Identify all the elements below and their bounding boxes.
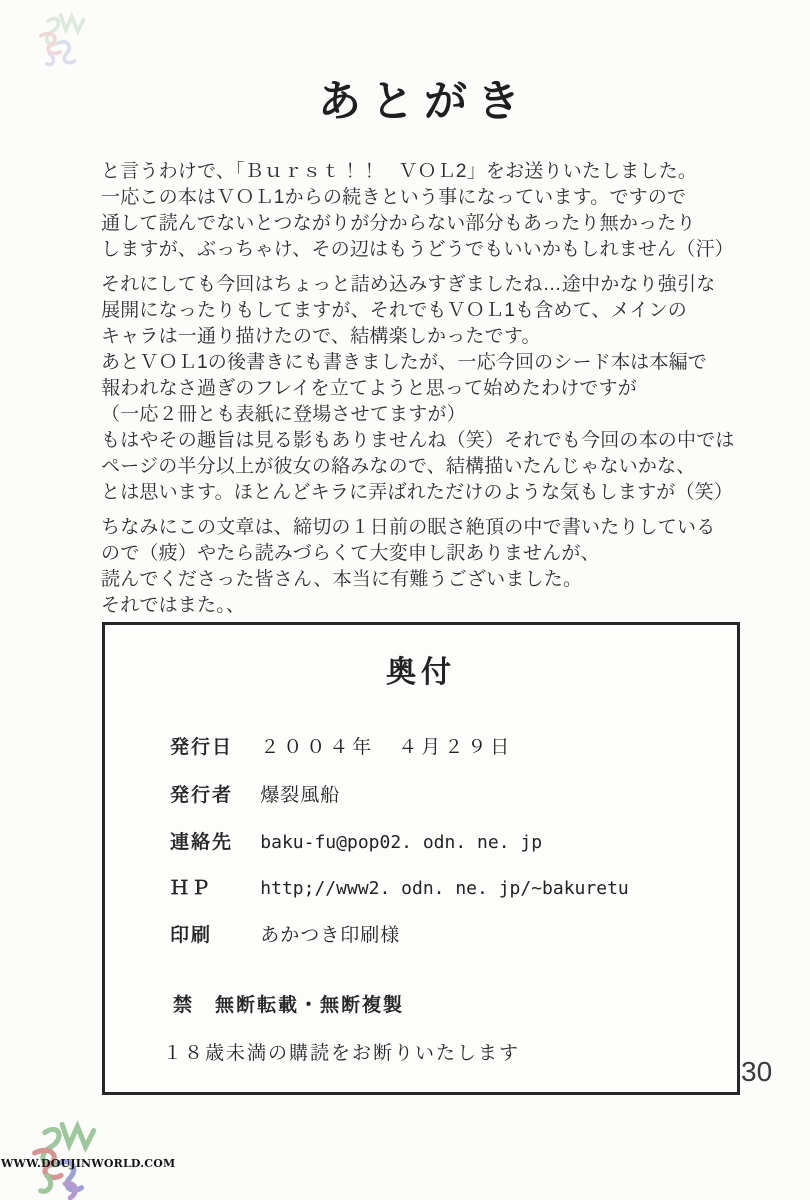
colophon-label: 連絡先 — [170, 832, 234, 853]
colophon-label: 印刷 — [170, 925, 213, 946]
colophon-notice-no-reproduction: 禁 無断転載・無断複製 — [173, 995, 405, 1016]
text-line: もはやその趣旨は見る影もありませんね（笑）それでも今回の本の中では — [101, 430, 735, 451]
afterword-paragraph — [101, 272, 761, 506]
colophon-value-url: http;//www2. odn. ne. jp/~bakuretu — [260, 878, 629, 899]
text-line: それではまた。、 — [101, 595, 246, 616]
colophon-row-publisher — [170, 780, 340, 807]
afterword-paragraph — [101, 515, 761, 619]
text-line: 一応この本はＶＯＬ1からの続きという事になっています。ですので — [101, 187, 687, 208]
text-line: 通して読んでないとつながりが分からない部分もあったり無かったり — [101, 213, 696, 234]
text-line: ページの半分以上が彼女の絡みなので、結構描いたんじゃないかな、 — [101, 456, 696, 477]
colophon-value: あかつき印刷様 — [260, 925, 401, 946]
doujinworld-logo-icon — [20, 0, 94, 70]
text-line: しますが、ぶっちゃけ、その辺はもうどうでもいいかもしれません（汗） — [101, 239, 734, 260]
page-number: 30 — [741, 1056, 773, 1087]
watermark-url: WWW.DOUJINWORLD.COM — [1, 1157, 176, 1170]
colophon-value: ２００４年 ４月２９日 — [260, 737, 514, 758]
colophon-row-homepage — [170, 873, 629, 900]
colophon-value-email: baku-fu@pop02. odn. ne. jp — [260, 832, 543, 853]
text-line: ちなみにこの文章は、締切の１日前の眠さ絶頂の中で書いたりしている — [101, 517, 716, 538]
colophon-row-contact — [170, 827, 542, 854]
colophon-label: 発行者 — [170, 785, 234, 806]
text-line: ので（疲）やたら読みづらくて大変申し訳ありませんが、 — [101, 543, 600, 564]
colophon-notice-age-restriction: １８歳未満の購読をお断りいたします — [163, 1043, 521, 1064]
text-line: キャラは一通り描けたので、結構楽しかったです。 — [101, 326, 541, 347]
colophon-value: 爆裂風船 — [260, 785, 341, 806]
text-line: それにしても今回はちょっと詰め込みすぎましたね…途中かなり強引な — [101, 274, 716, 295]
colophon-row-printer — [170, 920, 400, 947]
text-line: あとＶＯＬ1の後書きにも書きましたが、一応今回のシード本は本編で — [101, 352, 707, 373]
text-line: （一応２冊とも表紙に登場させてますが） — [101, 404, 466, 425]
text-line: 展開になったりもしてますが、それでもＶＯＬ1も含めて、メインの — [101, 300, 688, 321]
page-title: あとがき — [318, 78, 530, 126]
doujinworld-logo-icon — [6, 1104, 108, 1200]
colophon-row-publish-date — [170, 732, 513, 759]
text-line: 読んでくださった皆さん、本当に有難うございました。 — [101, 569, 583, 590]
afterword-paragraph — [101, 159, 761, 263]
colophon-label: 発行日 — [170, 737, 234, 758]
text-line: とは思います。ほとんどキラに弄ばれただけのような気もしますが（笑） — [101, 482, 734, 503]
text-line: と言うわけで、「Ｂｕｒｓｔ！！ ＶＯＬ2」をお送りいたしました。 — [101, 161, 698, 182]
text-line: 報われなさ過ぎのフレイを立てようと思って始めたわけですが — [101, 378, 637, 399]
colophon-label: ＨＰ — [170, 878, 213, 899]
colophon-title: 奥付 — [386, 656, 456, 689]
afterword-text — [101, 159, 761, 619]
colophon-box — [102, 622, 740, 1095]
